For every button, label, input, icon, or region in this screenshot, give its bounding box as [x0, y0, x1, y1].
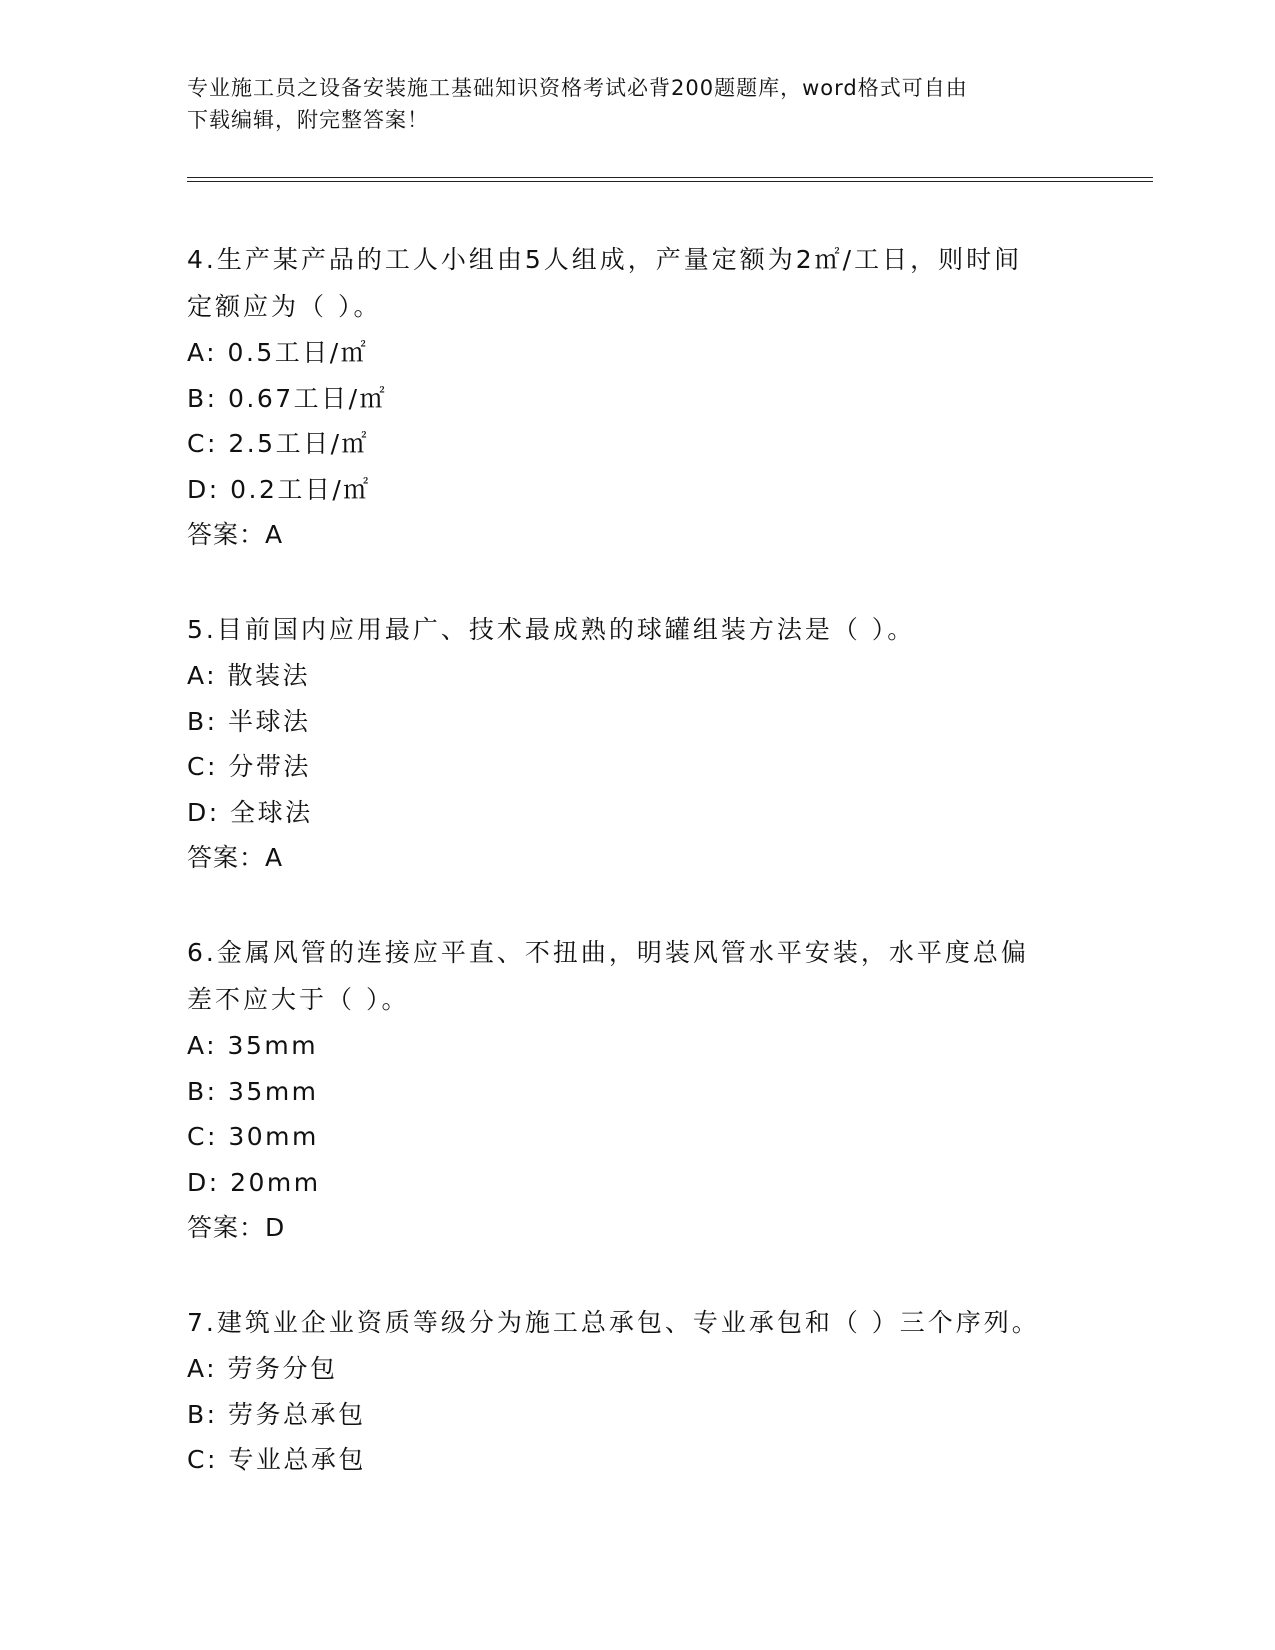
question-stem-line-1: 7.建筑业企业资质等级分为施工总承包、专业承包和（ ）三个序列。: [187, 1308, 1040, 1337]
question-6: [187, 929, 1087, 1251]
option-c: C: 专业总承包: [187, 1445, 366, 1474]
answer: 答案：A: [187, 520, 284, 549]
option-d: D: 全球法: [187, 797, 313, 827]
option-d: D: 20mm: [187, 1167, 321, 1197]
option-a: A: 35mm: [187, 1031, 319, 1060]
option-c: C: 分带法: [187, 752, 311, 781]
question-7: [187, 1299, 1087, 1483]
header-title-line-1: 专业施工员之设备安装施工基础知识资格考试必背200题题库，word格式可自由: [187, 76, 968, 100]
question-4: [187, 236, 1087, 558]
option-b: B: 半球法: [187, 706, 311, 736]
option-c: C: 30mm: [187, 1122, 319, 1151]
option-a: A: 劳务分包: [187, 1354, 338, 1383]
question-stem-line-2: 差不应大于（ ）。: [187, 985, 410, 1014]
option-b: B: 0.67工日/㎡: [187, 383, 388, 413]
question-stem-line-2: 定额应为（ ）。: [187, 292, 382, 321]
option-b: B: 35mm: [187, 1076, 319, 1106]
question-stem-line-1: 4.生产某产品的工人小组由5人组成，产量定额为2㎡/工日，则时间: [187, 245, 1023, 274]
option-b: B: 劳务总承包: [187, 1399, 366, 1429]
question-5: [187, 606, 1087, 881]
option-d: D: 0.2工日/㎡: [187, 474, 371, 504]
question-stem-line-1: 5.目前国内应用最广、技术最成熟的球罐组装方法是（ ）。: [187, 615, 916, 644]
question-stem-line-1: 6.金属风管的连接应平直、不扭曲，明装风管水平安装，水平度总偏: [187, 938, 1029, 967]
answer: 答案：A: [187, 843, 284, 872]
document-header: [187, 72, 1087, 136]
option-a: A: 散装法: [187, 661, 311, 690]
header-divider: [187, 177, 1153, 182]
option-c: C: 2.5工日/㎡: [187, 429, 370, 458]
header-title-line-2: 下载编辑，附完整答案！: [187, 108, 429, 132]
question-list: [187, 236, 1087, 1531]
answer: 答案：D: [187, 1213, 286, 1242]
option-a: A: 0.5工日/㎡: [187, 338, 369, 367]
